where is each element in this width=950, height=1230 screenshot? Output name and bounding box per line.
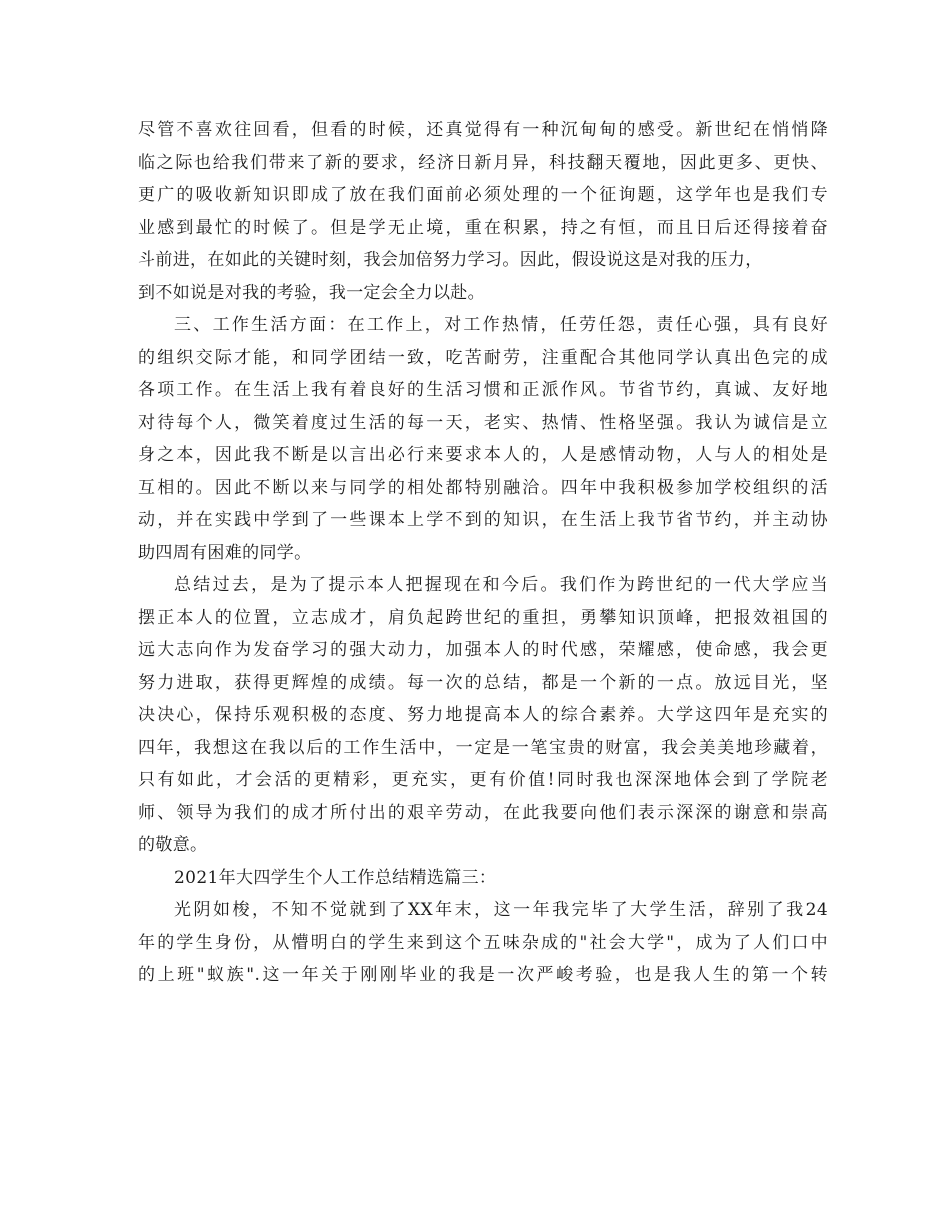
text-line: 2021年大四学生个人工作总结精选篇三： — [174, 867, 497, 888]
text-line: 身之本，因此我不断是以言出必行来要求本人的，人是感情动物，人与人的相处是 — [138, 445, 828, 465]
text-line: 助四周有困难的同学。 — [138, 542, 312, 563]
text-line: 互相的。因此不断以来与同学的相处都特别融洽。四年中我积极参加学校组织的活 — [138, 477, 828, 498]
text-line: 总结过去，是为了提示本人把握现在和今后。我们作为跨世纪的一代大学应当 — [174, 575, 828, 595]
text-line: 四年，我想这在我以后的工作生活中，一定是一笔宝贵的财富，我会美美地珍藏着， — [138, 737, 828, 758]
text-line: 的上班"蚁族".这一年关于刚刚毕业的我是一次严峻考验，也是我人生的第一个转 — [138, 965, 828, 985]
text-line: 决决心，保持乐观积极的态度、努力地提高本人的综合素养。大学这四年是充实的 — [138, 705, 828, 725]
text-line: 三、工作生活方面：在工作上，对工作热情，任劳任怨，责任心强，具有良好 — [174, 315, 828, 335]
text-line: 年的学生身份，从懵明白的学生来到这个五味杂成的"社会大学"，成为了人们口中 — [138, 932, 828, 953]
text-line: 临之际也给我们带来了新的要求，经济日新月异，科技翻天覆地，因此更多、更快、 — [138, 152, 828, 173]
text-line: 业感到最忙的时候了。但是学无止境，重在积累，持之有恒，而且日后还得接着奋 — [138, 217, 828, 238]
text-line: 对待每个人，微笑着度过生活的每一天，老实、热情、性格坚强。我认为诚信是立 — [138, 412, 828, 433]
text-line: 斗前进，在如此的关键时刻，我会加倍努力学习。因此，假设说这是对我的压力， — [138, 250, 763, 270]
text-line: 动，并在实践中学到了一些课本上学不到的知识，在生活上我节省节约，并主动协 — [138, 510, 828, 530]
text-line: 努力进取，获得更辉煌的成绩。每一次的总结，都是一个新的一点。放远目光，坚 — [138, 672, 828, 693]
text-line: 只有如此，才会活的更精彩，更充实，更有价值!同时我也深深地体会到了学院老 — [138, 770, 828, 790]
text-line: 各项工作。在生活上我有着良好的生活习惯和正派作风。节省节约，真诚、友好地 — [138, 380, 828, 400]
text-line: 光阴如梭，不知不觉就到了XX年末，这一年我完毕了大学生活，辞别了我24 — [174, 900, 828, 920]
text-line: 更广的吸收新知识即成了放在我们面前必须处理的一个征询题，这学年也是我们专 — [138, 185, 828, 205]
text-line: 摆正本人的位置，立志成才，肩负起跨世纪的重担，勇攀知识顶峰，把报效祖国的 — [138, 607, 828, 628]
text-line: 师、领导为我们的成才所付出的艰辛劳动，在此我要向他们表示深深的谢意和崇高 — [138, 802, 828, 823]
text-line: 到不如说是对我的考验，我一定会全力以赴。 — [138, 282, 485, 303]
text-line: 的组织交际才能，和同学团结一致，吃苦耐劳，注重配合其他同学认真出色完的成 — [138, 347, 828, 368]
text-line: 远大志向作为发奋学习的强大动力，加强本人的时代感，荣耀感，使命感，我会更 — [138, 640, 828, 660]
document-body — [138, 114, 828, 992]
text-line: 的敬意。 — [138, 835, 208, 855]
text-line: 尽管不喜欢往回看，但看的时候，还真觉得有一种沉甸甸的感受。新世纪在悄悄降 — [138, 120, 828, 140]
